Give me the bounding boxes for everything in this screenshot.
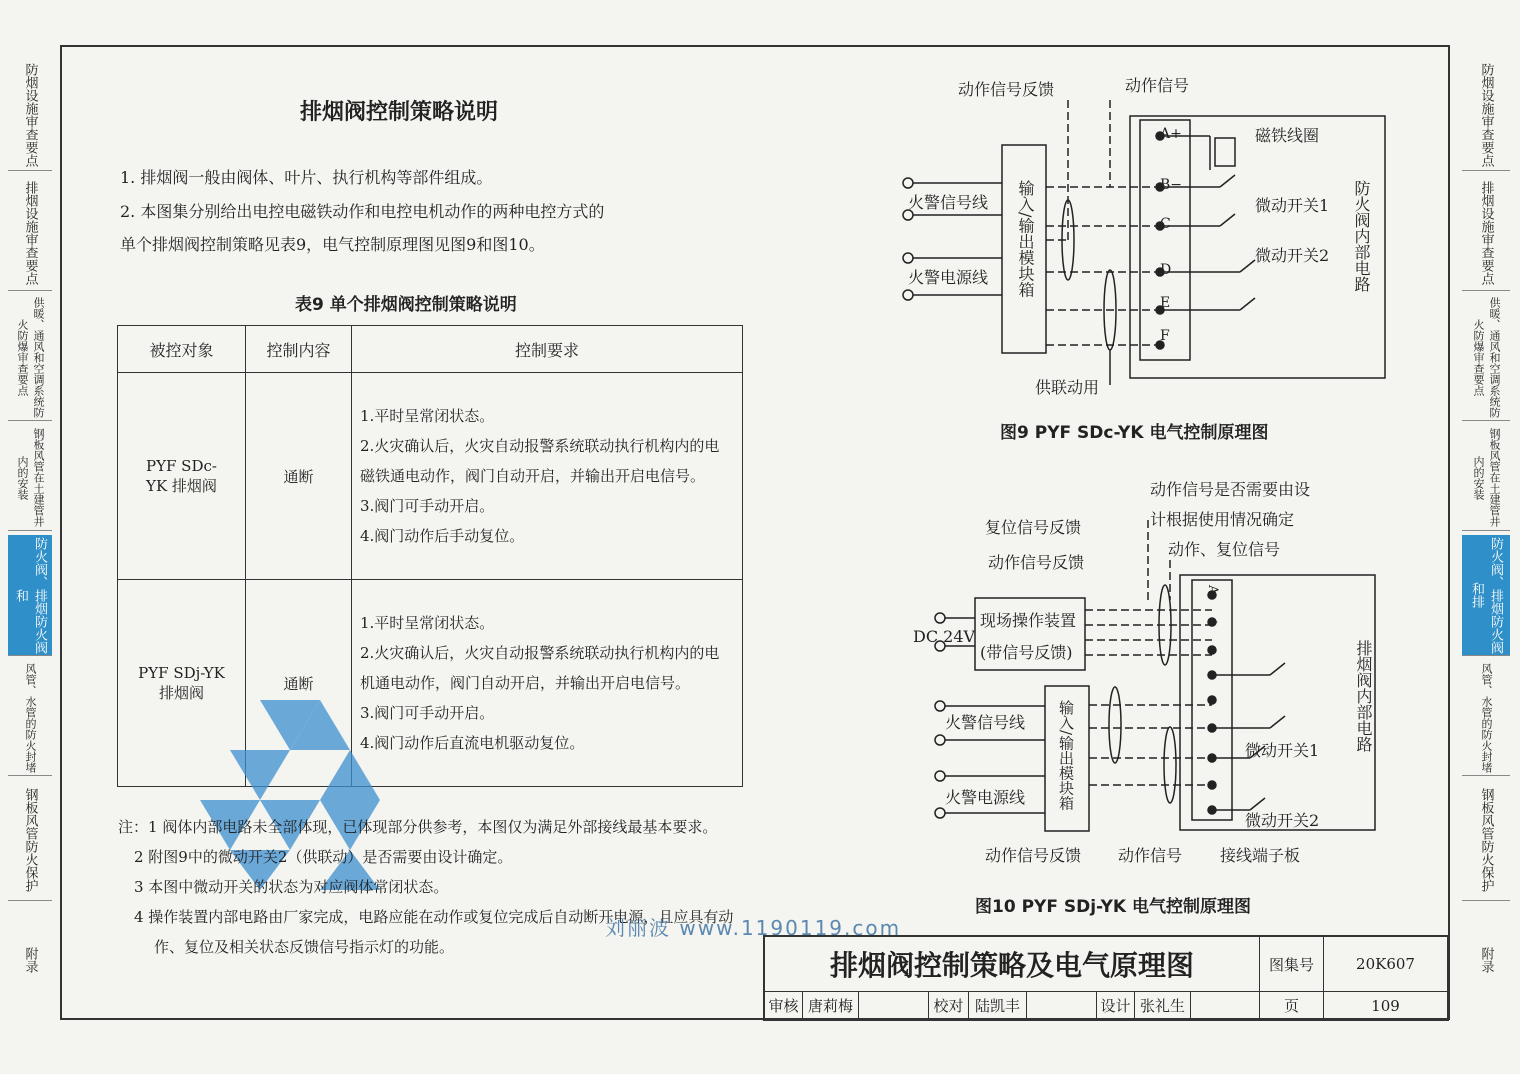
- right-tab-6[interactable]: 风管、水管的防火封堵: [1462, 660, 1510, 776]
- fig9-linkage-label: 供联动用: [1035, 378, 1100, 397]
- design-label: 设计: [1097, 992, 1135, 1019]
- paragraph-2a: 2. 本图集分别给出电控电磁铁动作和电控电机动作的两种电控方式的: [120, 202, 605, 221]
- right-tab-4[interactable]: 钢板风管在土建管井内的安装: [1462, 425, 1510, 531]
- fig10-note1: 动作信号是否需要由设: [1150, 480, 1311, 499]
- right-tab-2[interactable]: 排烟设施审查要点: [1462, 175, 1510, 291]
- fig9-io-box-label: 输入/输出模块箱: [1016, 180, 1035, 298]
- left-tab-5[interactable]: 防火阀、排烟防火阀和: [8, 535, 52, 656]
- checker-signature: [1027, 992, 1097, 1019]
- table-cell-content: 通断: [246, 580, 352, 787]
- fig10-bottom-signal-label: 动作信号: [1118, 846, 1183, 865]
- fig10-dc-label: DC 24V: [913, 627, 976, 646]
- page-heading: 排烟阀控制策略说明: [300, 100, 499, 125]
- fig10-reset-feedback-label: 复位信号反馈: [985, 518, 1082, 537]
- right-tab-1[interactable]: 防烟设施审查要点: [1462, 60, 1510, 171]
- table-title: 表9 单个排烟阀控制策略说明: [295, 295, 517, 315]
- check-label: 校对: [929, 992, 969, 1019]
- fig9-caption: 图9 PYF SDc-YK 电气控制原理图: [1000, 423, 1269, 443]
- atlas-label: 图集号: [1260, 937, 1324, 992]
- fig9-fire-signal-label: 火警信号线: [908, 193, 989, 212]
- paragraph-2b: 单个排烟阀控制策略见表9，电气控制原理图见图9和图10。: [120, 235, 545, 254]
- fig10-terminals: A +: [1205, 585, 1220, 637]
- reviewer-signature: [859, 992, 929, 1019]
- fig10-action-feedback-label: 动作信号反馈: [988, 553, 1085, 572]
- right-tab-7[interactable]: 钢板风管防火保护: [1462, 780, 1510, 901]
- fig9-magnet-label: 磁铁线圈: [1255, 126, 1320, 145]
- page-label: 页: [1260, 992, 1324, 1019]
- right-tab-8[interactable]: 附录: [1478, 947, 1494, 973]
- fig9-fire-power-label: 火警电源线: [908, 268, 989, 287]
- title-block: [763, 935, 1449, 1021]
- fig9-internal-label: 防火阀内部电路: [1352, 180, 1371, 292]
- right-tab-5[interactable]: 防火阀、排烟防火阀和排: [1462, 535, 1510, 656]
- designer-name: 张礼生: [1135, 992, 1191, 1019]
- table-header-content: 控制内容: [246, 326, 352, 373]
- right-tab-3[interactable]: 供暖、通风和空调系统防火防爆审查要点: [1462, 295, 1510, 421]
- watermark-text: 刘丽波 www.1190119.com: [605, 916, 902, 940]
- fig9-terminal-b: B−: [1160, 177, 1183, 193]
- fig9-terminal-d: D: [1160, 262, 1172, 278]
- table-row: [118, 373, 743, 580]
- paragraph-1: 1. 排烟阀一般由阀体、叶片、执行机构等部件组成。: [120, 168, 493, 187]
- fig10-bottom-feedback-label: 动作信号反馈: [985, 846, 1082, 865]
- fig9-terminal-f: F: [1160, 328, 1170, 344]
- page-number: 109: [1371, 996, 1400, 1015]
- fig9-terminal-e: E: [1160, 295, 1171, 311]
- fig10-fire-signal-label: 火警信号线: [945, 713, 1026, 732]
- left-tab-3[interactable]: 供暖、通风和空调系统防火防爆审查要点: [8, 295, 52, 421]
- reviewer-name: 唐莉梅: [803, 992, 859, 1019]
- left-tab-6[interactable]: 风管、水管的防火封堵: [8, 660, 52, 776]
- left-tab-7[interactable]: 钢板风管防火保护: [8, 780, 52, 901]
- table-cell-object: PYF SDc-YK 排烟阀: [118, 373, 246, 580]
- fig10-io-box-label: 输入/输出模块箱: [1057, 700, 1075, 811]
- atlas-number: 20K607: [1324, 937, 1447, 992]
- fig10-switch1-label: 微动开关1: [1245, 741, 1320, 760]
- table-cell-requirements: 1.平时呈常闭状态。 2.火灾确认后，火灾自动报警系统联动执行机构内的电机通电动作，阀门自动开启，并输出开启电信号。 3.阀门可手动开启。 4.阀门动作后直流电机驱动复位。: [352, 580, 743, 787]
- fig9-signal-label: 动作信号: [1125, 76, 1190, 95]
- fig10-caption: 图10 PYF SDj-YK 电气控制原理图: [975, 897, 1252, 917]
- designer-signature: [1191, 992, 1260, 1019]
- fig10-note3: 动作、复位信号: [1168, 540, 1281, 559]
- drawing-title: 排烟阀控制策略及电气原理图: [765, 937, 1260, 992]
- fig10-switch2-label: 微动开关2: [1245, 811, 1320, 830]
- fig10-device1-label: 现场操作装置: [980, 611, 1077, 630]
- notes: 注：1 阀体内部电路未全部体现，已体现部分供参考，本图仅为满足外部接线最基本要求。 2 附图9中的微动开关2（供联动）是否需要由设计确定。 3 本图中微动开关的状态为对应阀体常闭状态。 4 操作装置内部电路由厂家完成，电路应能在动作或复位完成后自动断开电源，且应具有动作、复位及相关状态反馈信号指示灯的功能。: [118, 818, 734, 956]
- table-cell-object: PYF SDj-YK 排烟阀: [118, 580, 246, 787]
- fig9-terminal-c: C: [1160, 216, 1171, 232]
- checker-name: 陆凯丰: [969, 992, 1027, 1019]
- table-cell-content: 通断: [246, 373, 352, 580]
- fig9-switch1-label: 微动开关1: [1255, 196, 1330, 215]
- fig9-diagram: [890, 70, 1400, 410]
- fig9-terminal-a: A+: [1160, 126, 1182, 142]
- fig10-note2: 计根据使用情况确定: [1150, 510, 1295, 529]
- fig10-terminal-board-label: 接线端子板: [1220, 846, 1301, 865]
- left-tab-4[interactable]: 钢板风管在土建管井内的安装: [8, 425, 52, 531]
- table-header-requirements: 控制要求: [352, 326, 743, 373]
- fig10-device2-label: (带信号反馈): [980, 643, 1073, 662]
- fig9-feedback-label: 动作信号反馈: [958, 80, 1055, 99]
- left-tab-1[interactable]: 防烟设施审查要点: [8, 60, 52, 171]
- fig10-internal-label: 排烟阀内部电路: [1354, 640, 1373, 752]
- left-tab-2[interactable]: 排烟设施审查要点: [8, 175, 52, 291]
- left-tab-8[interactable]: 附录: [22, 947, 38, 973]
- table-header-object: 被控对象: [118, 326, 246, 373]
- fig10-fire-power-label: 火警电源线: [945, 788, 1026, 807]
- fig9-switch2-label: 微动开关2: [1255, 246, 1330, 265]
- table-cell-requirements: 1.平时呈常闭状态。 2.火灾确认后，火灾自动报警系统联动执行机构内的电磁铁通电动作，阀门自动开启，并输出开启电信号。 3.阀门可手动开启。 4.阀门动作后手动复位。: [352, 373, 743, 580]
- review-label: 审核: [765, 992, 803, 1019]
